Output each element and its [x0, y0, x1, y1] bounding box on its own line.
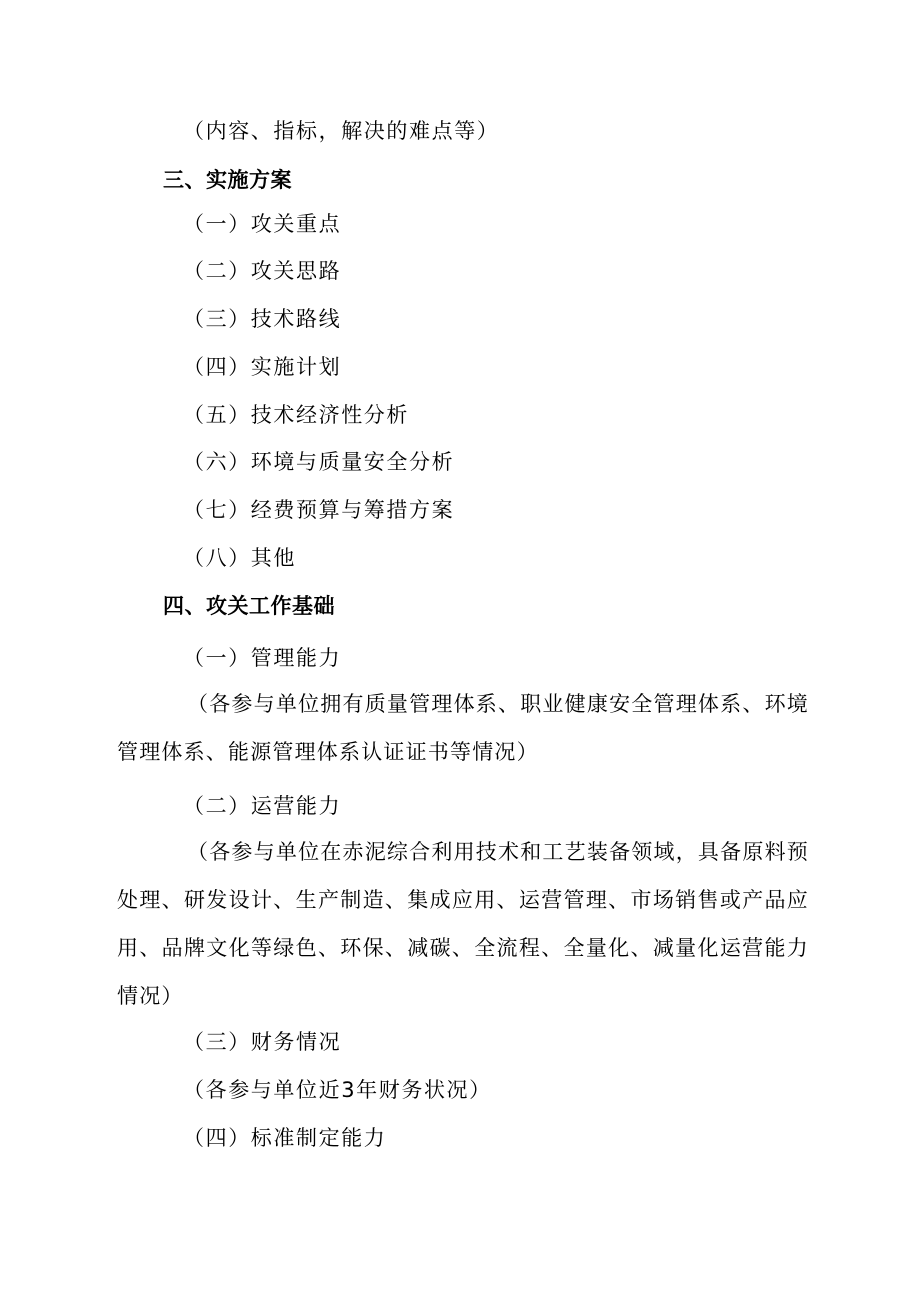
section-heading-work-foundation: 四、攻关工作基础 [163, 594, 335, 618]
item-budget-plan: （七）经费预算与筹措方案 [183, 498, 455, 522]
item-economic-analysis: （五）技术经济性分析 [183, 403, 409, 427]
note-content-indicators: （内容、指标，解决的难点等） [183, 119, 500, 143]
paragraph-operation-capability: （各参与单位在赤泥综合利用技术和工艺装备领域，具备原料预处理、研发设计、生产制造、集成应用、运营管理、市场销售或产品应用、品牌文化等绿色、环保、减碳、全流程、全量化、减量化运营能力情况） [117, 840, 809, 1008]
item-environment-safety-analysis: （六）环境与质量安全分析 [183, 450, 455, 474]
item-approach: （二）攻关思路 [183, 259, 342, 283]
item-management-capability: （一）管理能力 [183, 646, 342, 670]
section-heading-implementation-plan: 三、实施方案 [163, 168, 292, 192]
item-standard-setting-capability: （四）标准制定能力 [183, 1126, 387, 1150]
item-operation-capability: （二）运营能力 [183, 794, 342, 818]
item-technical-route: （三）技术路线 [183, 307, 342, 331]
item-financial-status: （三）财务情况 [183, 1030, 342, 1054]
item-key-points: （一）攻关重点 [183, 212, 342, 236]
item-other: （八）其他 [183, 546, 296, 570]
paragraph-management-systems: （各参与单位拥有质量管理体系、职业健康安全管理体系、环境管理体系、能源管理体系认证证书等情况） [117, 692, 809, 764]
note-financial-status: （各参与单位近3年财务状况） [183, 1078, 492, 1102]
item-implementation-schedule: （四）实施计划 [183, 355, 342, 379]
